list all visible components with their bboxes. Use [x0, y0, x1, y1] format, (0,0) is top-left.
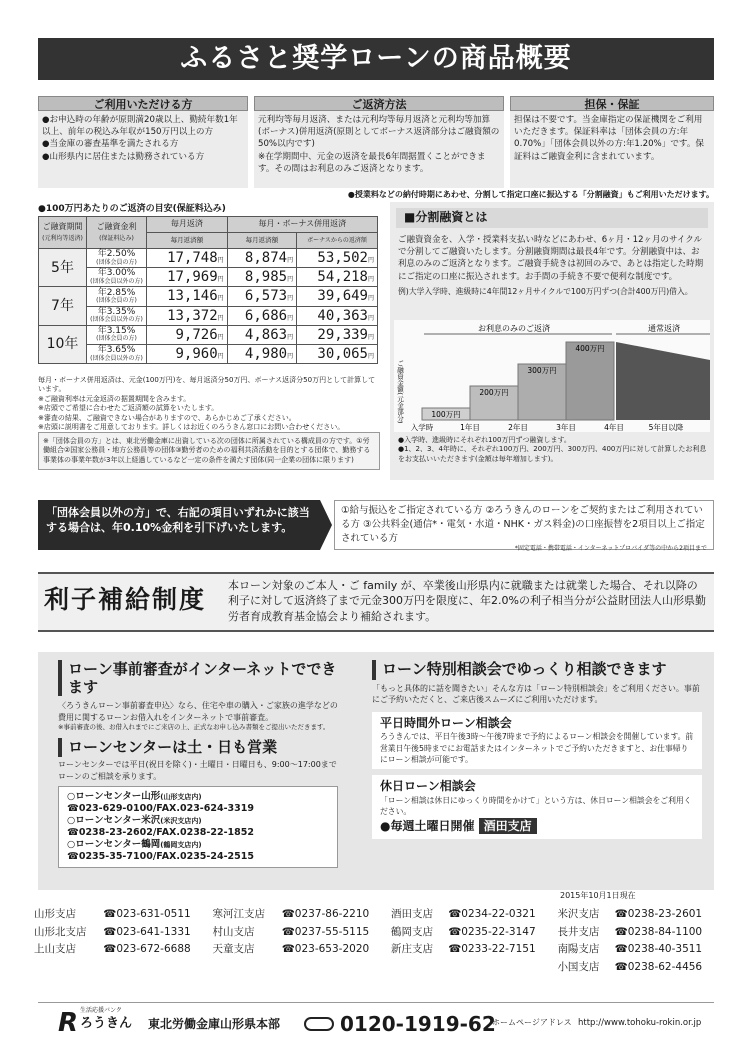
amount-value: 13,146 [167, 288, 218, 305]
th-period: ご融資期間 [42, 222, 83, 232]
member-note: ※「団体会員の方」とは、東北労働金庫に出資している次の団体に所属されている構成員の方です。①労働組合②国家公務員・地方公務員等の団体③勤労者のための福利共済活動を目的とする団体で、勤務する事業体の事業年数が3年以上経過しているなど一定の条件を満たす団体(同一企業の団体に限ります) [38, 432, 380, 470]
sakata-badge: 酒田支店 [479, 818, 537, 834]
amount-value: 9,960 [175, 345, 218, 362]
weekday-text: ろうきんでは、平日午後3時〜午後7時まで予約によるローン相談会を開催しています。前営業日午後5時までにお電話またはインターネットでご予約いただきますと、お仕事帰りにローン相談が可能です。 [380, 732, 694, 764]
center-name: ○ローンセンター山形 [67, 791, 161, 803]
rate-sub: (団体会員以外の方) [90, 277, 143, 285]
rate-cell [87, 306, 147, 325]
branch-name: 天童支店 [212, 943, 255, 956]
th-bonus-sub2: ボーナスからの返済額 [297, 233, 378, 249]
branch-tel[interactable]: ☎023-641-1331 [103, 925, 191, 938]
branch-row [30, 924, 720, 942]
repayment-line: 元利均等毎月返済、または元利均等毎月返済と元利均等加算(ボーナス)併用返済(原則としてボーナス返済部分はご融資額の50%以内です) [258, 115, 500, 150]
period-cell: 7年 [39, 287, 87, 325]
th-rate-sub: (保証料込み) [99, 234, 134, 242]
zone2-label: 通常返済 [648, 324, 680, 333]
branch-tel[interactable]: ☎0237-55-5115 [281, 925, 370, 938]
rate-sub: (団体会員の方) [96, 258, 137, 266]
branch-tel[interactable]: ☎0234-22-0321 [448, 908, 536, 920]
amount-value: 4,863 [244, 326, 288, 343]
branch-tel[interactable]: ☎0237-86-2210 [281, 908, 370, 920]
amount-cell [147, 344, 228, 363]
collateral-heading: 担保・保証 [510, 96, 714, 111]
branch-row [30, 906, 720, 924]
center-loc: (鶴岡支店内) [160, 840, 202, 849]
subsidy-section [38, 572, 714, 632]
yen-unit: 円 [287, 314, 294, 322]
repayment-section [254, 96, 504, 188]
center-loc: (米沢支店内) [160, 817, 202, 826]
amount-value: 54,218 [317, 269, 368, 286]
eligibility-line: ●山形県内に居住または勤務されている方 [42, 151, 205, 162]
table-row [39, 268, 378, 287]
yen-unit: 円 [217, 295, 224, 303]
rate-cell [87, 344, 147, 363]
discount-arrow [320, 500, 332, 550]
installment-note: ●1、2、3、4年時に、それぞれ100万円、200万円、300万円、400万円に対して計算したお利息をお支払いいただきます(金額は毎年増加します)。 [398, 445, 707, 463]
bar-label-1: 100万円 [431, 410, 461, 419]
hp-url[interactable]: http://www.tohoku-rokin.or.jp [578, 1018, 702, 1028]
branch-tel[interactable]: ☎023-631-0511 [103, 908, 191, 920]
x-label: 3年目 [556, 423, 576, 432]
yen-unit: 円 [367, 276, 374, 284]
x-label: 入学時 [410, 423, 434, 432]
installment-diagram [394, 320, 710, 432]
table-row [39, 287, 378, 306]
amount-value: 8,985 [244, 269, 288, 286]
installment-note: ●入学時、進級時にそれぞれ100万円ずつ融資します。 [398, 436, 571, 444]
y-axis-label: ご融資金額(元金部分) [396, 360, 404, 424]
yen-unit: 円 [367, 352, 374, 360]
amount-cell [297, 249, 378, 268]
amount-value: 6,573 [244, 288, 288, 305]
amount-cell [147, 306, 228, 325]
rate-cell [87, 249, 147, 268]
table-row [39, 325, 378, 344]
branch-name: 山形支店 [34, 908, 76, 920]
bar-4 [566, 342, 614, 420]
eligibility-line: ●お申込時の年齢が原則満20歳以上、勤続年数1年以上、前年の税込み年収が150万円以上の方 [42, 115, 238, 138]
x-label: 2年目 [508, 423, 528, 432]
amount-value: 4,980 [244, 345, 288, 362]
table-note: ※店頭に説明書をご用意しております。詳しくはお近くのろうきん窓口にお問い合わせください。 [38, 423, 345, 432]
web-title: ローン事前審査がインターネットでできます [58, 660, 338, 696]
amount-cell [297, 344, 378, 363]
rate-sub: (団体会員の方) [96, 335, 137, 343]
logo-sub: 生活応援バンク [80, 1007, 122, 1014]
center-tel: ☎023-629-0100/FAX.023-624-3319 [67, 803, 254, 815]
th-bonus: 毎月・ボーナス併用返済 [227, 217, 377, 233]
branch-name: 小国支店 [557, 960, 600, 973]
amount-cell [147, 325, 228, 344]
center-list [58, 786, 338, 867]
branch-tel[interactable]: ☎0238-62-4456 [614, 960, 703, 973]
th-period-sub: (元利均等返済) [42, 234, 83, 242]
th-rate: ご融資金利 [96, 222, 137, 232]
yen-unit: 円 [367, 333, 374, 341]
table-note: ※店頭でご希望に合わせたご返済額の試算をいたします。 [38, 404, 219, 413]
installment-notes [398, 436, 708, 464]
bar-label-4: 400万円 [575, 344, 605, 353]
amount-cell [147, 287, 228, 306]
yen-unit: 円 [217, 314, 224, 322]
yen-unit: 円 [287, 295, 294, 303]
zone1-label: お利息のみのご返済 [478, 324, 550, 333]
rate-value: 年3.00% [97, 268, 136, 279]
branch-row [30, 959, 720, 977]
rate-value: 年3.35% [97, 306, 136, 317]
installment-text: ご融資資金を、入学・授業料支払い時などにあわせ、6ヶ月・12ヶ月のサイクルで分割してご融資いたします。分割融資期間は最長4年です。分割融資中は、お利息のみのご返済となります。ご融資手続きは初回のみで、あとは指定した時期にご指定の口座に振込されます。お手間の手続き不要で便利な制度です。 [398, 234, 704, 282]
yen-unit: 円 [287, 257, 294, 264]
weekday-title: 平日時間外ローン相談会 [380, 715, 512, 730]
yen-unit: 円 [367, 257, 374, 264]
branch-tel[interactable]: ☎0238-40-3511 [614, 943, 703, 956]
page-title: ふるさと奨学ローンの商品概要 [38, 38, 714, 80]
rokin-logo-icon: R [58, 1008, 79, 1038]
amount-cell [227, 268, 296, 287]
amount-value: 30,065 [317, 345, 368, 362]
eligibility-line: ●当金庫の審査基準を満たされる方 [42, 139, 179, 150]
subsidy-text: 本ローン対象のご本人・ご family が、卒業後山形県内に就職または就業した場合、それ以降の利子に対して返済終了まで元金300万円を限度に、年2.0%の利子相当分が公益財団法人山形県勤労者育成教育基金協会より補給されます。 [228, 579, 706, 623]
repayment-table [38, 216, 378, 364]
discount-items [334, 500, 714, 553]
amount-cell [147, 249, 228, 268]
holiday-box [372, 775, 702, 839]
branch-name: 長井支店 [557, 925, 600, 938]
amount-cell [147, 268, 228, 287]
branch-name: 米沢支店 [557, 908, 600, 920]
th-bonus-sub1: 毎月返済額 [227, 233, 296, 249]
x-label: 5年目以降 [648, 423, 684, 432]
amount-value: 39,649 [317, 288, 368, 305]
x-label: 4年目 [604, 423, 624, 432]
yen-unit: 円 [217, 352, 224, 360]
footer [38, 1002, 714, 1042]
yen-unit: 円 [217, 257, 224, 264]
bar-label-2: 200万円 [479, 388, 509, 397]
installment-title: ■分割融資とは [396, 208, 708, 228]
discount-condition: 「団体会員以外の方」で、右記の項目いずれかに該当する場合は、年0.10%金利を引下げいたします。 [38, 500, 320, 550]
branch-name: 上山支店 [34, 943, 76, 956]
branch-name: 南陽支店 [557, 943, 600, 956]
amount-cell [297, 325, 378, 344]
installment-note: ●授業料などの納付時期にあわせ、分割して指定口座に振込する「分割融資」もご利用いただけます。 [347, 190, 714, 199]
center-tel: ☎0235-35-7100/FAX.0235-24-2515 [67, 850, 254, 862]
table-note: ※審査の結果、ご融資できない場合がありますので、あらかじめご了承ください。 [38, 413, 296, 422]
branch-name: 寒河江支店 [212, 908, 265, 920]
amount-value: 6,686 [244, 307, 288, 324]
amount-value: 13,372 [167, 307, 218, 324]
amount-cell [227, 287, 296, 306]
rate-value: 年3.65% [97, 345, 136, 356]
weekday-box [372, 712, 702, 769]
th-monthly: 毎月返済 [147, 217, 228, 233]
web-note: ※事前審査の後、お借入れまでにご来店の上、正式なお申し込み書類をご提出いただきます。 [58, 723, 330, 732]
amount-value: 53,502 [317, 250, 368, 266]
center-name: ○ローンセンター米沢 [67, 815, 161, 827]
branch-tel[interactable]: ☎023-653-2020 [281, 943, 370, 956]
rate-cell [87, 268, 147, 287]
rate-value: 年3.15% [97, 325, 136, 336]
freedial-number[interactable]: 0120-1919-62 [340, 1012, 496, 1036]
amount-value: 9,726 [175, 326, 218, 343]
rate-value: 年2.50% [97, 249, 136, 260]
web-box [58, 660, 338, 868]
installment-box [390, 202, 714, 480]
amount-value: 17,748 [167, 250, 218, 266]
discount-foot: *固定電話・携帯電話・インターネットプロバイダ等の中から2項目まで [514, 545, 707, 553]
amount-cell [227, 344, 296, 363]
rate-sub: (団体会員以外の方) [90, 316, 143, 324]
table-note: ※ご融資利率は元金返済の据置期間を含みます。 [38, 394, 191, 403]
table-notes [38, 376, 380, 433]
table-row [39, 249, 378, 268]
freedial-icon [304, 1017, 334, 1031]
branch-name: 山形北支店 [34, 925, 87, 938]
branch-name: 鶴岡支店 [390, 925, 433, 938]
amount-value: 8,874 [244, 250, 288, 266]
table-row [39, 306, 378, 325]
th-monthly-sub: 毎月返済額 [147, 233, 228, 249]
org-name: 東北労働金庫山形県本部 [148, 1017, 281, 1031]
center-title: ローンセンターは土・日も営業 [58, 738, 338, 758]
amount-cell [297, 268, 378, 287]
center-loc: (山形支店内) [160, 793, 202, 802]
rate-sub: (団体会員以外の方) [90, 354, 143, 362]
subsidy-title: 利子補給制度 [44, 585, 207, 614]
yen-unit: 円 [367, 314, 374, 322]
rate-sub: (団体会員の方) [96, 297, 137, 305]
amount-cell [297, 287, 378, 306]
amount-value: 17,969 [167, 269, 218, 286]
center-name: ○ローンセンター鶴岡 [67, 838, 161, 850]
collateral-section [510, 96, 714, 188]
discount-items-text: ①給与振込をご指定されている方 ②ろうきんのローンをご契約またはご利用されている方 ③公共料金(通信*・電気・水道・NHK・ガス料金)の口座振替を2項目以上ご指定されている方 [341, 505, 705, 544]
consult-title: ローン特別相談会でゆっくり相談できます [372, 660, 702, 680]
branch-tel[interactable]: ☎0238-23-2601 [614, 908, 703, 920]
yen-unit: 円 [287, 352, 294, 360]
branch-name: 新庄支店 [390, 943, 433, 956]
holiday-title: 休日ローン相談会 [380, 779, 476, 794]
center-tel: ☎0238-23-2602/FAX.0238-22-1852 [67, 826, 254, 838]
yen-unit: 円 [367, 295, 374, 303]
period-cell: 5年 [39, 249, 87, 287]
web-text: 〈ろうきんローン事前審査申込〉なら、住宅や車の購入・ご家族の進学などの費用に関するローンお借入れをインターネットで事前審査。 [58, 701, 338, 722]
amount-value: 40,363 [317, 307, 368, 324]
repayment-line: ※在学期間中、元金の返済を最長6年間据置くことができます。その間はお利息のみご返済となります。 [258, 151, 486, 174]
holiday-text: 「ローン相談は休日にゆっくり時間をかけて」という方は、休日ローン相談会をご利用ください。 [380, 795, 692, 817]
eligibility-heading: ご利用いただける方 [38, 96, 248, 111]
amount-cell [227, 325, 296, 344]
rate-cell [87, 287, 147, 306]
branch-tel[interactable]: ☎023-672-6688 [103, 943, 191, 956]
amount-cell [297, 306, 378, 325]
repayment-heading: ご返済方法 [254, 96, 504, 111]
consult-box [372, 660, 702, 839]
amount-cell [227, 249, 296, 268]
weekly-label: ●毎週土曜日開催 [380, 819, 475, 834]
rate-value: 年2.85% [97, 287, 136, 298]
branch-tel[interactable]: ☎0233-22-7151 [448, 943, 536, 956]
branch-table [30, 906, 720, 977]
yen-unit: 円 [287, 333, 294, 341]
hp-label: ホームページアドレス [492, 1018, 572, 1027]
amount-cell [227, 306, 296, 325]
x-label: 1年目 [460, 423, 480, 432]
branch-tel[interactable]: ☎0235-22-3147 [448, 925, 536, 938]
consult-text: 「もっと具体的に話を聞きたい」そんな方は「ローン特別相談会」をご利用ください。事前にご予約いただくと、ご来店後スムーズにご利用いただけます。 [372, 683, 700, 705]
table-note: 毎月・ボーナス併用返済は、元金(100万円)を、毎月返済分50万円、ボーナス返済分50万円として計算しています。 [38, 376, 376, 394]
as-of-date: 2015年10月1日現在 [560, 891, 636, 900]
bar-label-3: 300万円 [527, 366, 557, 375]
branch-name: 酒田支店 [390, 908, 433, 920]
yen-unit: 円 [217, 276, 224, 284]
table-row [39, 344, 378, 363]
yen-unit: 円 [217, 333, 224, 341]
amount-value: 29,339 [317, 326, 368, 343]
yen-unit: 円 [287, 276, 294, 284]
branch-name: 村山支店 [212, 925, 255, 938]
branch-tel[interactable]: ☎0238-84-1100 [614, 925, 703, 938]
logo-text: ろうきん [80, 1016, 133, 1031]
table-title: ●100万円あたりのご返済の目安(保証料込み) [38, 204, 226, 214]
branch-row [30, 941, 720, 959]
installment-example: 例)大学入学時、進級時に4年間12ヶ月サイクルで100万円ずつ(合計400万円)借入。 [398, 286, 693, 296]
eligibility-section [38, 96, 248, 188]
rate-cell [87, 325, 147, 344]
collateral-line: 担保は不要です。当金庫指定の保証機関をご利用いただきます。保証料率は「団体会員の方:年0.70%」「団体会員以外の方:年1.20%」です。保証料はご融資金利に含まれています。 [514, 115, 705, 162]
period-cell: 10年 [39, 325, 87, 363]
center-text: ローンセンターでは平日(祝日を除く)・土曜日・日曜日も、9:00〜17:00までローンのご相談を承ります。 [58, 760, 337, 781]
